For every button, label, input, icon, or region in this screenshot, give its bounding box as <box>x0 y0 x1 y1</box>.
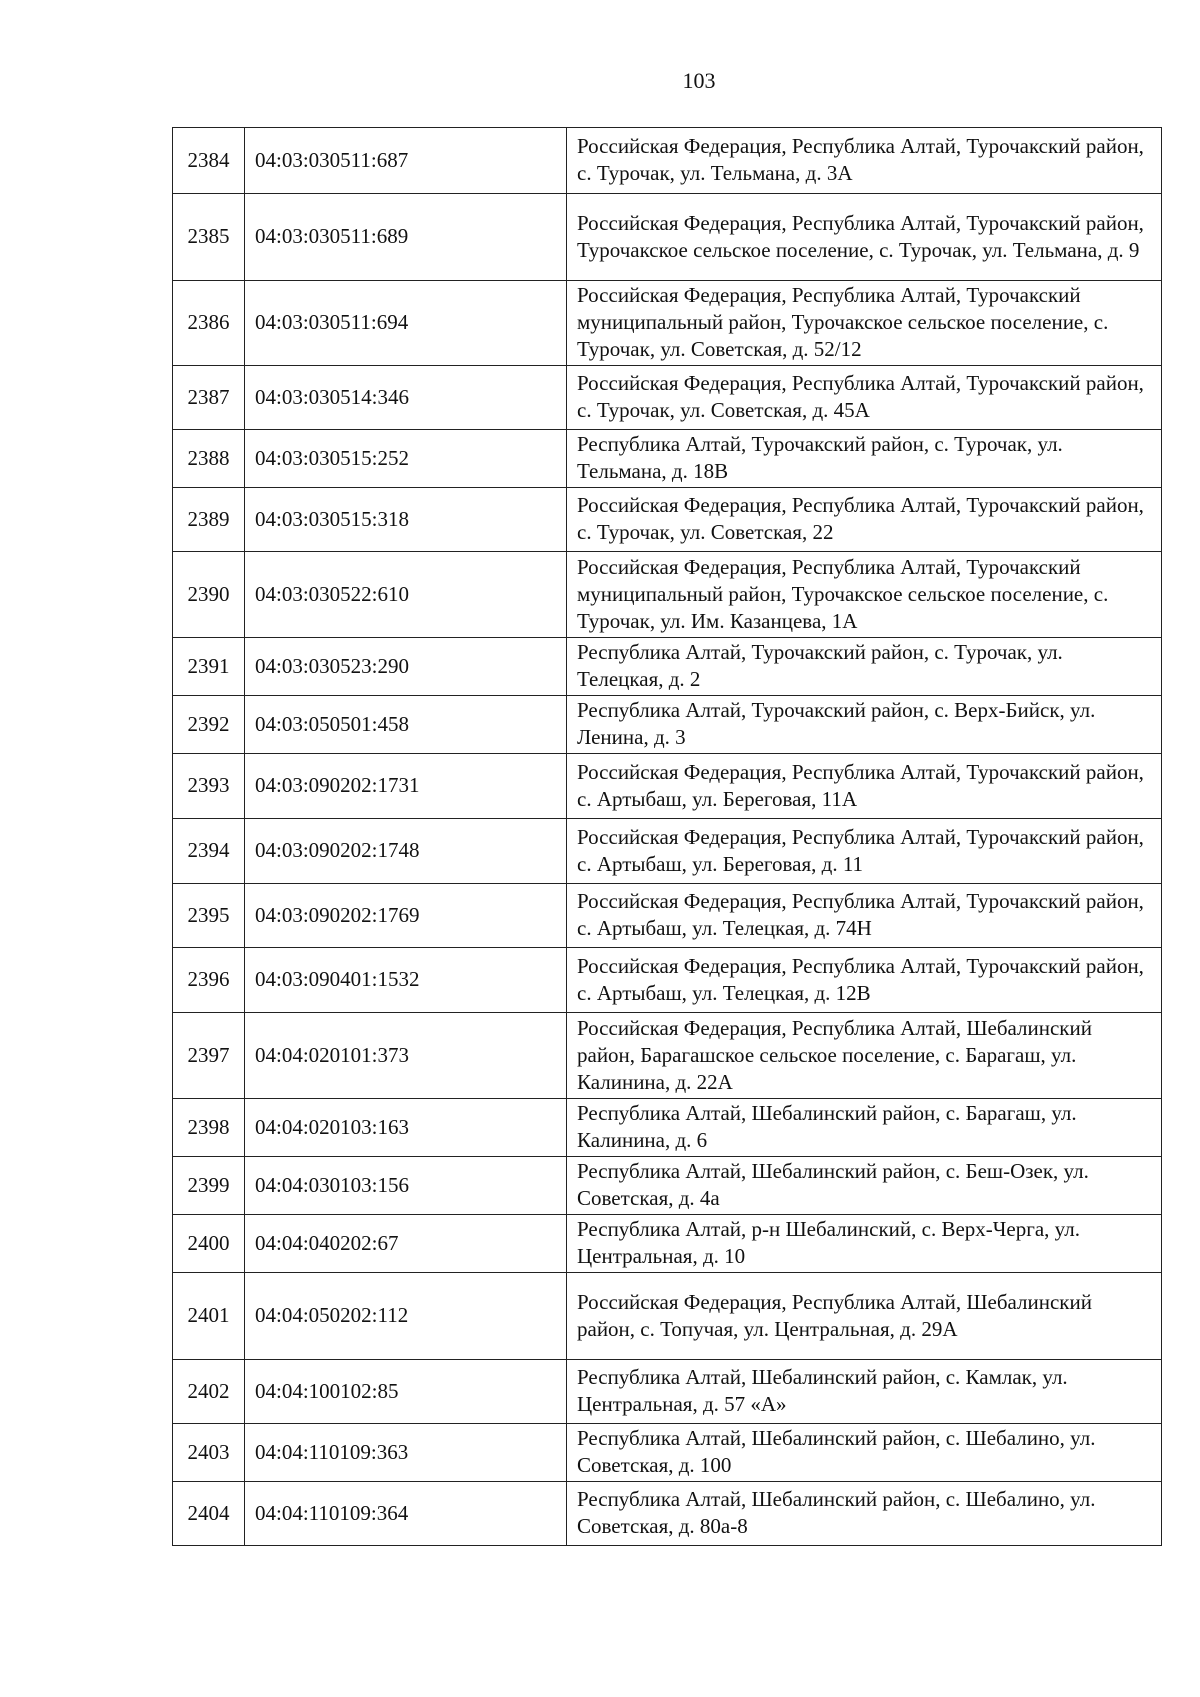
address: Российская Федерация, Республика Алтай, Турочакский район, с. Турочак, ул. Советская, 22 <box>567 488 1162 552</box>
address: Республика Алтай, Шебалинский район, с. Беш-Озек, ул. Советская, д. 4а <box>567 1157 1162 1215</box>
table-row <box>173 1215 1162 1273</box>
row-number: 2396 <box>173 948 245 1013</box>
table-row <box>173 819 1162 884</box>
cadastral-number: 04:04:100102:85 <box>245 1360 567 1424</box>
cadastral-number: 04:04:050202:112 <box>245 1273 567 1360</box>
address: Российская Федерация, Республика Алтай, Турочакский район, с. Артыбаш, ул. Береговая, д. 11 <box>567 819 1162 884</box>
table-row <box>173 430 1162 488</box>
address: Республика Алтай, Шебалинский район, с. Камлак, ул. Центральная, д. 57 «А» <box>567 1360 1162 1424</box>
page-number: 103 <box>682 68 716 93</box>
row-number: 2402 <box>173 1360 245 1424</box>
table-row <box>173 1424 1162 1482</box>
cadastral-number: 04:04:030103:156 <box>245 1157 567 1215</box>
cadastral-number: 04:03:030522:610 <box>245 552 567 638</box>
cadastral-number: 04:03:030511:694 <box>245 281 567 366</box>
table-row <box>173 552 1162 638</box>
cadastral-number: 04:03:090202:1769 <box>245 884 567 948</box>
table-row <box>173 948 1162 1013</box>
table-row <box>173 1482 1162 1546</box>
row-number: 2386 <box>173 281 245 366</box>
row-number: 2399 <box>173 1157 245 1215</box>
row-number: 2397 <box>173 1013 245 1099</box>
row-number: 2388 <box>173 430 245 488</box>
cadastral-number: 04:03:030515:318 <box>245 488 567 552</box>
row-number: 2384 <box>173 128 245 194</box>
row-number: 2401 <box>173 1273 245 1360</box>
table-row <box>173 696 1162 754</box>
cadastral-number: 04:04:110109:363 <box>245 1424 567 1482</box>
cadastral-number: 04:03:030515:252 <box>245 430 567 488</box>
cadastral-number: 04:03:030511:689 <box>245 194 567 281</box>
row-number: 2393 <box>173 754 245 819</box>
registry-table <box>172 127 1162 1546</box>
table-row <box>173 754 1162 819</box>
cadastral-number: 04:04:040202:67 <box>245 1215 567 1273</box>
row-number: 2387 <box>173 366 245 430</box>
address: Российская Федерация, Республика Алтай, Турочакский муниципальный район, Турочакское сельское поселение, с. Турочак, ул. Советская, д. 52/12 <box>567 281 1162 366</box>
table-row <box>173 366 1162 430</box>
row-number: 2398 <box>173 1099 245 1157</box>
table-row <box>173 1360 1162 1424</box>
cadastral-number: 04:03:050501:458 <box>245 696 567 754</box>
cadastral-number: 04:04:020101:373 <box>245 1013 567 1099</box>
row-number: 2395 <box>173 884 245 948</box>
address: Российская Федерация, Республика Алтай, Турочакский муниципальный район, Турочакское сельское поселение, с. Турочак, ул. Им. Казанцева, 1А <box>567 552 1162 638</box>
address: Российская Федерация, Республика Алтай, Турочакский район, с. Артыбаш, ул. Телецкая, д. 12В <box>567 948 1162 1013</box>
row-number: 2385 <box>173 194 245 281</box>
table-row <box>173 194 1162 281</box>
address: Российская Федерация, Республика Алтай, Турочакский район, Турочакское сельское поселение, с. Турочак, ул. Тельмана, д. 9 <box>567 194 1162 281</box>
row-number: 2389 <box>173 488 245 552</box>
address: Российская Федерация, Республика Алтай, Турочакский район, с. Турочак, ул. Тельмана, д. 3А <box>567 128 1162 194</box>
cadastral-number: 04:04:020103:163 <box>245 1099 567 1157</box>
table-row <box>173 638 1162 696</box>
registry-table-body <box>173 128 1162 1546</box>
address: Республика Алтай, Турочакский район, с. Турочак, ул. Телецкая, д. 2 <box>567 638 1162 696</box>
row-number: 2404 <box>173 1482 245 1546</box>
row-number: 2392 <box>173 696 245 754</box>
row-number: 2394 <box>173 819 245 884</box>
table-row <box>173 1013 1162 1099</box>
cadastral-number: 04:03:030511:687 <box>245 128 567 194</box>
address: Республика Алтай, Шебалинский район, с. Шебалино, ул. Советская, д. 80а-8 <box>567 1482 1162 1546</box>
table-row <box>173 281 1162 366</box>
address: Республика Алтай, Шебалинский район, с. Барагаш, ул. Калинина, д. 6 <box>567 1099 1162 1157</box>
cadastral-number: 04:03:030514:346 <box>245 366 567 430</box>
table-row <box>173 128 1162 194</box>
address: Российская Федерация, Республика Алтай, Турочакский район, с. Турочак, ул. Советская, д. 45А <box>567 366 1162 430</box>
cadastral-number: 04:03:090202:1731 <box>245 754 567 819</box>
table-row <box>173 1157 1162 1215</box>
cadastral-number: 04:03:030523:290 <box>245 638 567 696</box>
cadastral-number: 04:03:090202:1748 <box>245 819 567 884</box>
row-number: 2403 <box>173 1424 245 1482</box>
address: Республика Алтай, Шебалинский район, с. Шебалино, ул. Советская, д. 100 <box>567 1424 1162 1482</box>
table-row <box>173 1099 1162 1157</box>
address: Российская Федерация, Республика Алтай, Турочакский район, с. Артыбаш, ул. Береговая, 11А <box>567 754 1162 819</box>
address: Российская Федерация, Республика Алтай, Шебалинский район, Барагашское сельское поселение, с. Барагаш, ул. Калинина, д. 22А <box>567 1013 1162 1099</box>
table-row <box>173 488 1162 552</box>
address: Российская Федерация, Республика Алтай, Турочакский район, с. Артыбаш, ул. Телецкая, д. 74Н <box>567 884 1162 948</box>
row-number: 2400 <box>173 1215 245 1273</box>
row-number: 2390 <box>173 552 245 638</box>
row-number: 2391 <box>173 638 245 696</box>
address: Республика Алтай, Турочакский район, с. Турочак, ул. Тельмана, д. 18В <box>567 430 1162 488</box>
address: Республика Алтай, Турочакский район, с. Верх-Бийск, ул. Ленина, д. 3 <box>567 696 1162 754</box>
cadastral-number: 04:04:110109:364 <box>245 1482 567 1546</box>
address: Республика Алтай, р-н Шебалинский, с. Верх-Черга, ул. Центральная, д. 10 <box>567 1215 1162 1273</box>
table-row <box>173 1273 1162 1360</box>
address: Российская Федерация, Республика Алтай, Шебалинский район, с. Топучая, ул. Центральная, д. 29А <box>567 1273 1162 1360</box>
cadastral-number: 04:03:090401:1532 <box>245 948 567 1013</box>
table-row <box>173 884 1162 948</box>
